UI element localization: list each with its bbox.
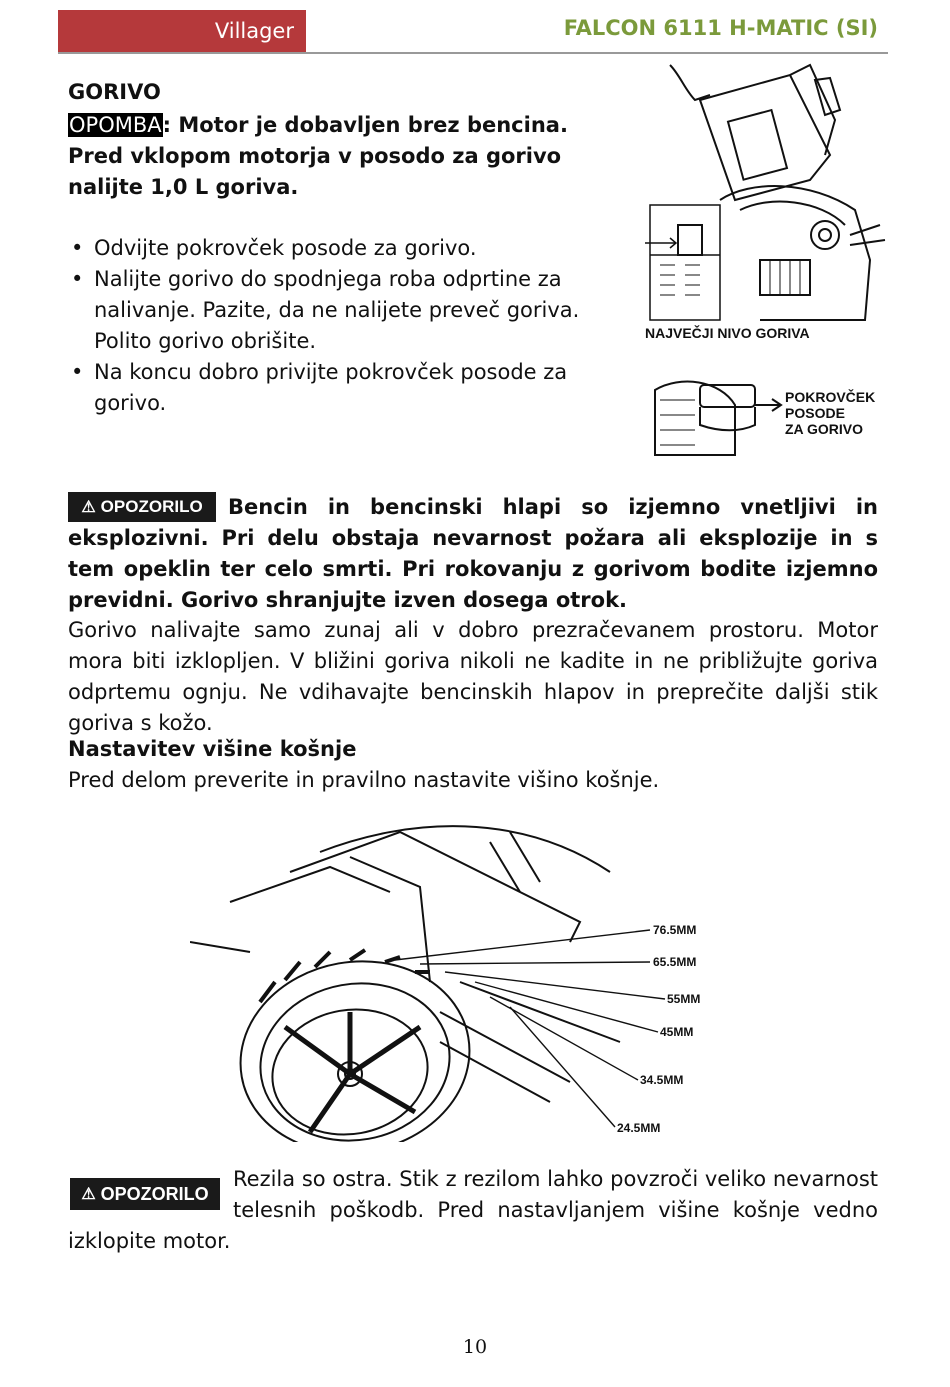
header-divider — [58, 52, 888, 54]
header-model: FALCON 6111 H-MATIC (SI) — [563, 16, 878, 40]
fuel-note — [68, 110, 608, 203]
fuel-steps-list — [68, 233, 628, 419]
note-text: : Motor je dobavljen brez bencina. Pred vklopom motorja v posodo za gorivo nalijte 1,0 L goriva. — [68, 113, 568, 199]
height-label: 34.5MM — [640, 1073, 684, 1087]
height-label: 76.5MM — [653, 923, 697, 937]
warning-badge — [68, 492, 216, 522]
warning-text-fuel: Bencin in bencinski hlapi so izjemno vnetljivi in eksplozivni. Pri delu obstaja nevarnost požara ali eksplozije in s tem opeklin ter celo smrti. Pri rokovanju z gorivom bodite izjemno previdni. Gorivo shranjujte izven dosega otrok. — [68, 495, 878, 612]
section-title-cutting-height: Nastavitev višine košnje — [68, 737, 357, 761]
note-label: OPOMBA — [69, 113, 162, 137]
cutting-height-text: Pred delom preverite in pravilno nastavite višino košnje. — [68, 768, 660, 792]
warning-triangle-icon: ⚠ — [81, 1186, 96, 1203]
figure-label-cap-3: ZA GORIVO — [785, 421, 864, 437]
header-brand — [58, 10, 306, 52]
list-item: • Nalijte gorivo do spodnjega roba odprtine za nalivanje. Pazite, da ne nalijete preveč goriva. Polito gorivo obrišite. — [68, 264, 628, 357]
warning-label: OPOZORILO — [100, 497, 203, 516]
fuel-safety-paragraph: Gorivo nalivajte samo zunaj ali v dobro prezračevanem prostoru. Motor mora biti izklopljen. V bližini goriva nikoli ne kadite in ne približujte goriva odprtemu ognju. Ne vdihavajte bencinskih hlapov in preprečite daljši stik goriva s kožo. — [68, 618, 878, 735]
fuel-figure — [640, 60, 890, 465]
list-item: • Na koncu dobro privijte pokrovček posode za gorivo. — [68, 357, 628, 419]
height-label: 24.5MM — [617, 1121, 661, 1135]
figure-label-cap-1: POKROVČEK — [785, 389, 876, 405]
figure-label-max-level: NAJVEČJI NIVO GORIVA — [645, 325, 810, 341]
warning-triangle-icon: ⚠ — [81, 499, 96, 516]
section-title-fuel: GORIVO — [68, 80, 161, 104]
height-label: 65.5MM — [653, 955, 697, 969]
brand-name: Villager — [214, 19, 294, 43]
figure-label-cap-2: POSODE — [785, 405, 845, 421]
page-number: 10 — [462, 1336, 488, 1358]
warning-label: OPOZORILO — [100, 1183, 209, 1204]
warning-blades-text: Rezila so ostra. Stik z rezilom lahko povzroči veliko nevarnost telesnih poškodb. Pred nastavljanjem višine košnje vedno izklopite motor. — [68, 1167, 878, 1253]
height-label: 45MM — [660, 1025, 694, 1039]
cutting-height-figure — [190, 812, 710, 1142]
list-item: • Odvijte pokrovček posode za gorivo. — [68, 233, 628, 264]
height-label: 55MM — [667, 992, 701, 1006]
warning-badge — [70, 1178, 220, 1210]
